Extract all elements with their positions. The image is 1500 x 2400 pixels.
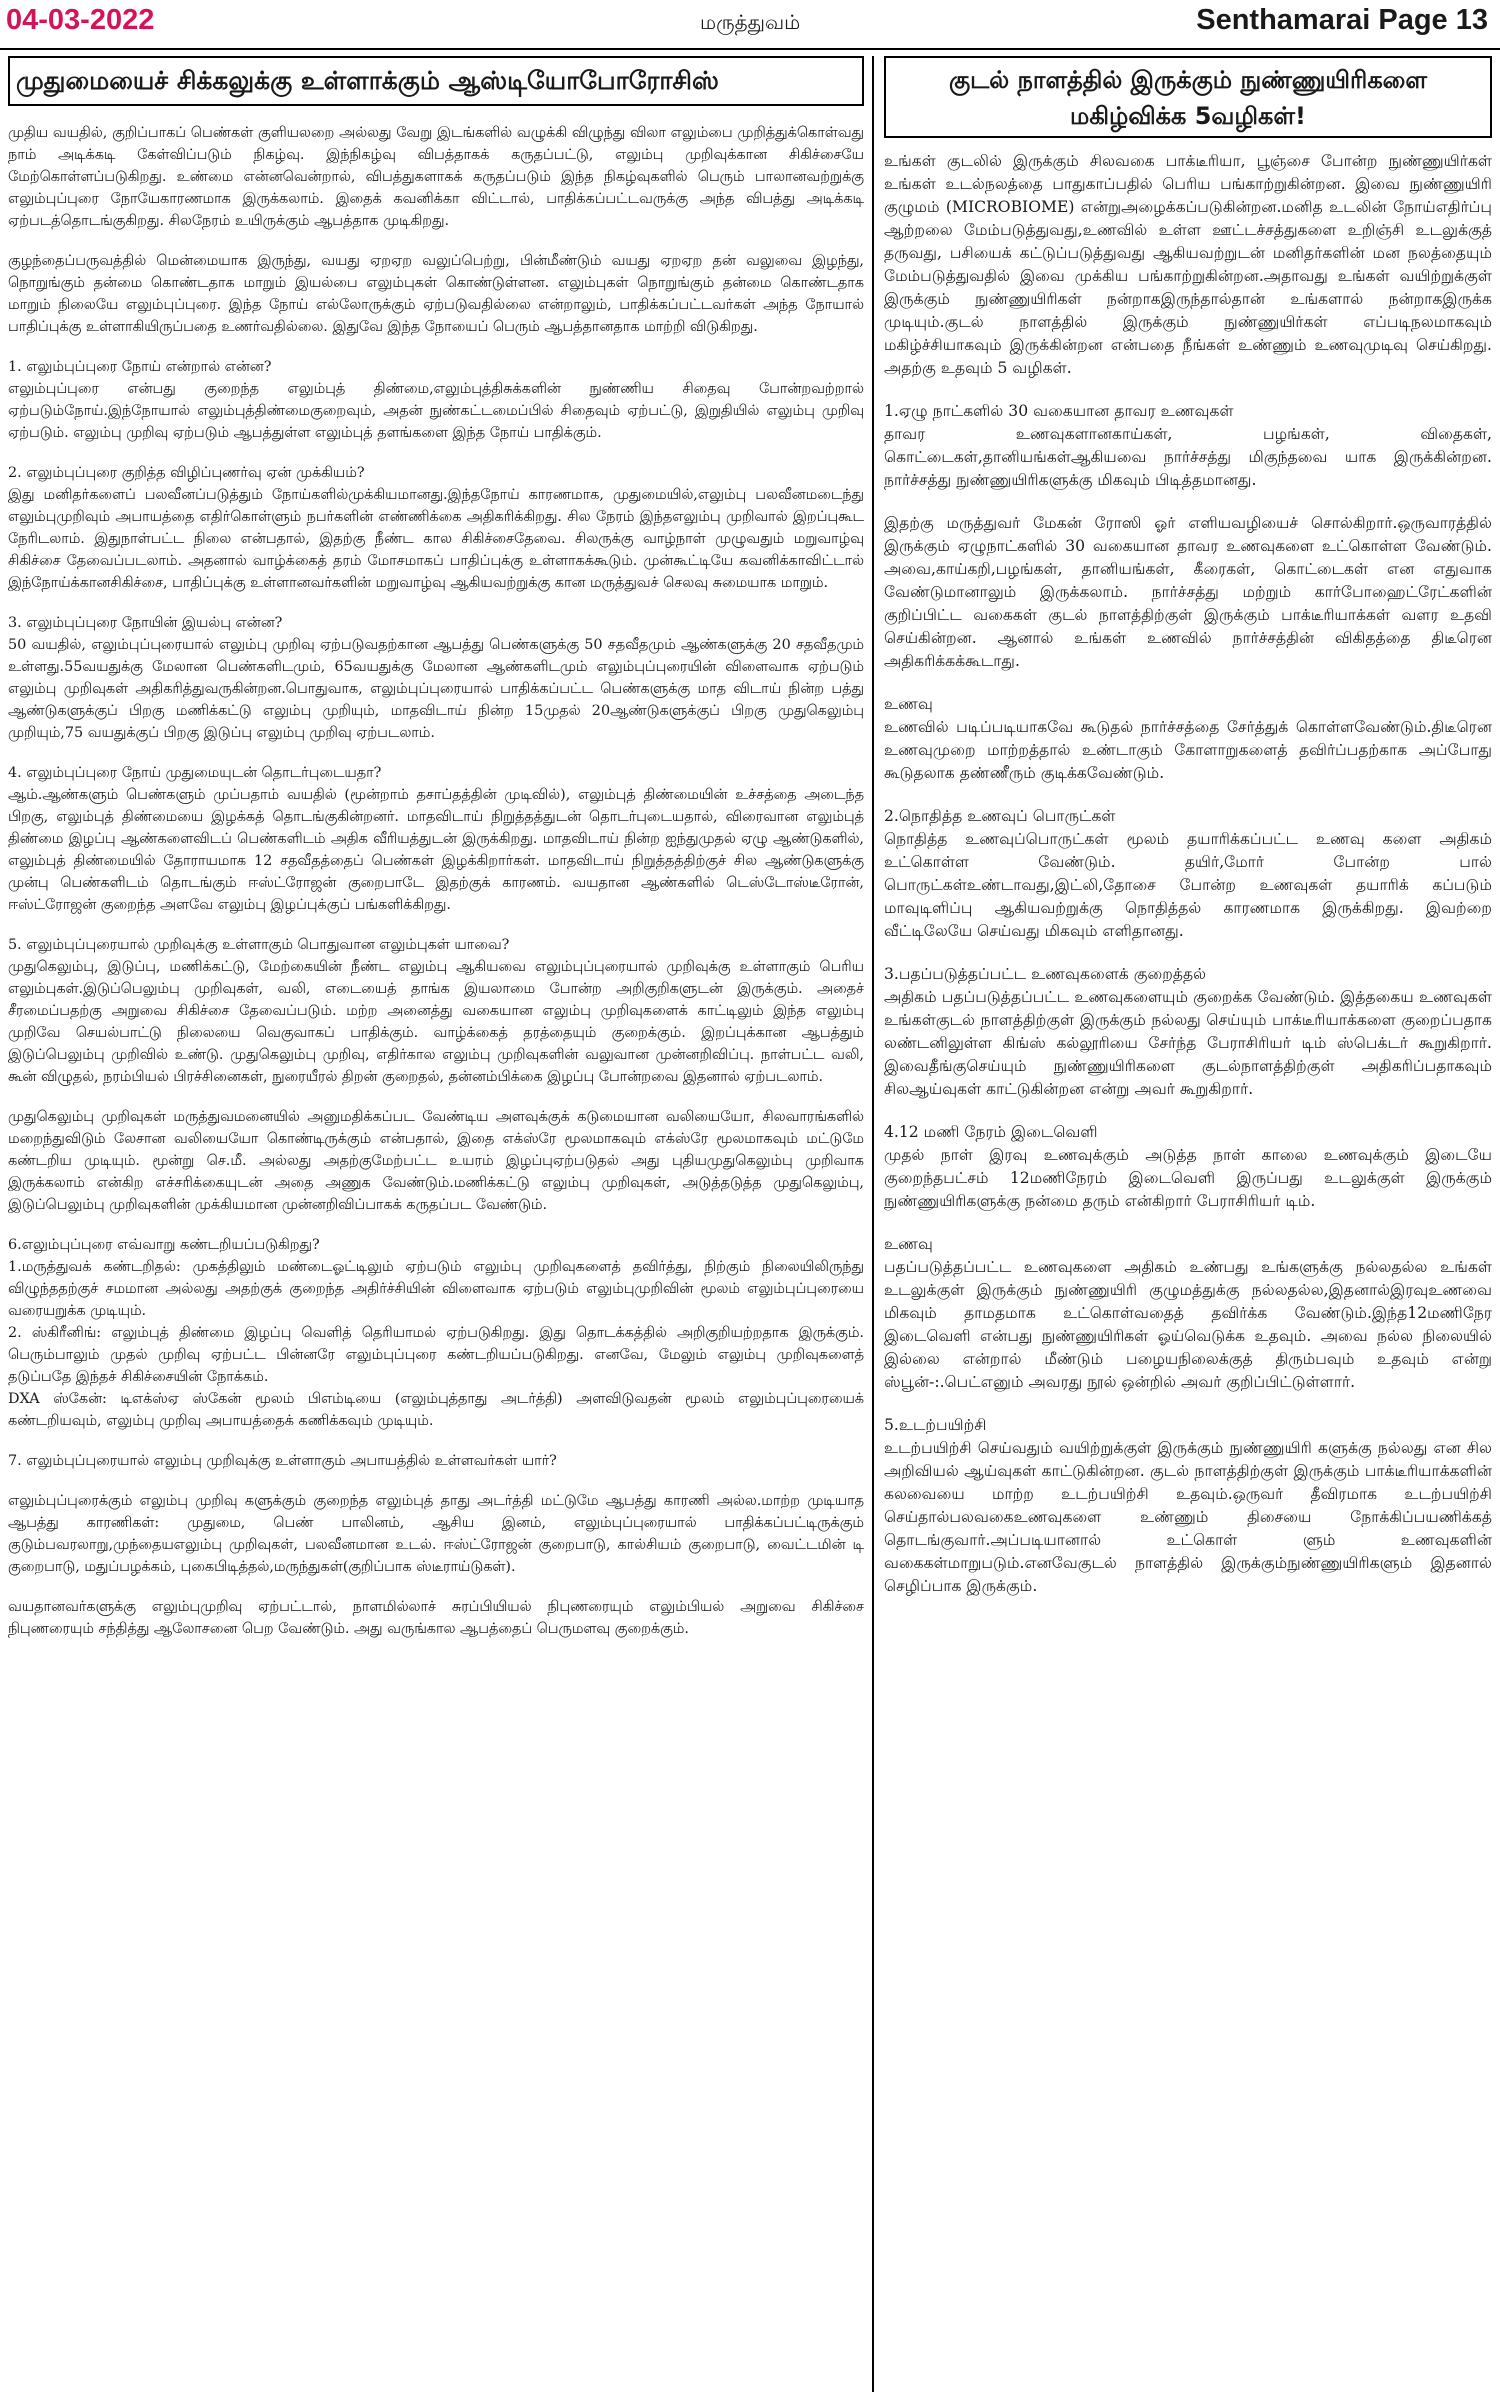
left-article-title: முதுமையைச் சிக்கலுக்கு உள்ளாக்கும் ஆஸ்டியோபோரோசிஸ்	[8, 56, 864, 106]
paragraph: 5. எலும்புப்புரையால் முறிவுக்கு உள்ளாகும் பொதுவான எலும்புகள் யாவை? முதுகெலும்பு, இடுப்பு, மணிக்கட்டு, மேற்கையின் நீண்ட எலும்பு ஆகியவை எலும்புப்புரையால் முறிவுக்கு உள்ளாகும் பெரிய எலும்புகள்.இடுப்பெலும்பு முறிவுகள், வலி, எடையைத் தாங்க இயலாமை போன்ற அறிகுறிகளுடன் இருக்கும். அதைச் சீரமைப்பதற்கு அறுவை சிகிச்சை தேவைப்படும். மற்ற அனைத்து வகையான எலும்பு முறிவுகளைக் காட்டிலும் இந்த எலும்பு முறிவே செயல்பாட்டு நிலையை வெகுவாகப் பாதிக்கும். வாழ்க்கைத் தரத்தையும் குறைக்கும். இறப்புக்கான ஆபத்தும் இடுப்பெலும்பு முறிவில் உண்டு. முதுகெலும்பு முறிவு, எதிர்கால எலும்பு முறிவுகளின் வலுவான முன்னறிவிப்பு. நாள்பட்ட வலி, கூன் விழுதல், நரம்பியல் பிரச்சினைகள், நுரையீரல் திறன் குறைதல், தன்னம்பிக்கை இழப்பு போன்றவை இதனால் ஏற்படலாம்.	[8, 937, 864, 1085]
paragraph: உங்கள் குடலில் இருக்கும் சிலவகை பாக்டீரியா, பூஞ்சை போன்ற நுண்ணுயிர்கள் உங்கள் உடல்நலத்தை பாதுகாப்பதில் பெரிய பங்காற்றுகின்றன. இவை நுண்ணுயிரி குழுமம் (MICROBIOME) என்றுஅழைக்கப்படுகின்றன.மனித உடலின் நோய்எதிர்ப்பு ஆற்றலை மேம்படுத்துவது,உணவில் உள்ள ஊட்டச்சத்துகளை உறிஞ்சி உடலுக்குத் தருவது, பசியைக் கட்டுப்படுத்துவது ஆகியவற்றுடன் மனிதர்களின் மன நலத்தையும் மேம்படுத்துவதில் இவை முக்கிய பங்காற்றுகின்றன.அதாவது உங்கள் வயிற்றுக்குள் இருக்கும் நுண்ணுயிரிகள் நன்றாகஇருந்தால்தான் உங்களால் நன்றாகஇருக்க முடியும்.குடல் நாளத்தில் இருக்கும் நுண்ணுயிர்கள் எப்படிநலமாகவும் மகிழ்ச்சியாகவும் இருக்கின்றன என்பதை நீங்கள் உண்ணும் உணவுமுடிவு செய்கிறது. அதற்கு உதவும் 5 வழிகள்.	[884, 152, 1492, 377]
left-article	[8, 56, 864, 2392]
column-divider	[872, 56, 874, 2392]
right-title-line-2: மகிழ்விக்க 5வழிகள்!	[1070, 102, 1306, 130]
left-article-body	[8, 122, 864, 1640]
paragraph: 3. எலும்புப்புரை நோயின் இயல்பு என்ன? 50 வயதில், எலும்புப்புரையால் எலும்பு முறிவு ஏற்படுவதற்கான ஆபத்து பெண்களுக்கு 50 சதவீதமும் ஆண்களுக்கு 20 சதவீதமும் உள்ளது.55வயதுக்கு மேலான பெண்களிடமும், 65வயதுக்கு மேலான ஆண்களிடமும் எலும்புப்புரையின் விளைவாக ஏற்படும் எலும்பு முறிவுகள் அதிகரித்துவருகின்றன.பொதுவாக, எலும்புப்புரையால் பாதிக்கப்பட்ட பெண்களுக்கு மாத விடாய் நின்ற பத்து ஆண்டுகளுக்குப் பிறகு மணிக்கட்டு எலும்பு முறியும், மாதவிடாய் நின்ற 15முதல் 20ஆண்டுகளுக்குப் பிறகு முதுகெலும்பு முறியும்,75 வயதுக்குப் பிறகு இடுப்பு எலும்பு முறிவு ஏற்படலாம்.	[8, 615, 864, 741]
right-article-body	[884, 150, 1492, 1598]
paragraph: 1. எலும்புப்புரை நோய் என்றால் என்ன? எலும்புப்புரை என்பது குறைந்த எலும்புத் திண்மை,எலும்புத்திசுக்களின் நுண்ணிய சிதைவு போன்றவற்றால் ஏற்படும்நோய்.இந்நோயால் எலும்புத்திண்மைகுறைவும், அதன் நுண்கட்டமைப்பில் சிதைவும் ஏற்பட்டு, இறுதியில் எலும்பு முறிவு ஏற்படும். எலும்பு முறிவு ஏற்படும் ஆபத்துள்ள எலும்புத் தளங்களை இந்த நோய் பாதிக்கும்.	[8, 359, 864, 441]
paragraph: எலும்புப்புரைக்கும் எலும்பு முறிவு களுக்கும் குறைந்த எலும்புத் தாது அடர்த்தி மட்டுமே ஆபத்து காரணி அல்ல.மாற்ற முடியாத ஆபத்து காரணிகள்: முதுமை, பெண் பாலினம், ஆசிய இனம், எலும்புப்புரையால் பாதிக்கப்பட்டிருக்கும் குடும்பவரலாறு,முந்தையஎலும்பு முறிவுகள், பலவீனமான உடல். ஈஸ்ட்ரோஜன் குறைபாடு, கால்சியம் குறைபாடு, வைட்டமின் டி குறைபாடு, மதுப்பழக்கம், புகைபிடித்தல்,மருந்துகள்(குறிப்பாக ஸ்டீராய்டுகள்).	[8, 1493, 864, 1575]
paragraph: 4. எலும்புப்புரை நோய் முதுமையுடன் தொடர்புடையதா? ஆம்.ஆண்களும் பெண்களும் முப்பதாம் வயதில் (மூன்றாம் தசாப்தத்தின் முடிவில்), எலும்புத் திண்மையின் உச்சத்தை அடைந்த பிறகு, எலும்புத் திண்மையை இழக்கத் தொடங்குகின்றனர். மாதவிடாய் நிறுத்தத்துடன் தொடர்புடையதால், விரைவான எலும்புத் திண்மை இழப்பு ஆண்களைவிடப் பெண்களிடம் அதிக வீரியத்துடன் இருக்கிறது. மாதவிடாய் நின்ற ஐந்துமுதல் ஏழு ஆண்டுகளில், எலும்புத் திண்மையில் தோராயமாக 12 சதவீதத்தைப் பெண்கள் இழக்கிறார்கள். மாதவிடாய் நிறுத்தத்திற்குச் சில ஆண்டுகளுக்கு முன்பு பெண்களிடம் தொடங்கும் ஈஸ்ட்ரோஜன் குறைபாடே இதற்குக் காரணம். வயதான ஆண்களில் டெஸ்டோஸ்டீரோன், ஈஸ்ட்ரோஜன் குறைந்த அளவே எலும்பு இழப்புக்குப் பங்களிக்கிறது.	[8, 765, 864, 913]
right-article-title	[884, 56, 1492, 138]
paragraph: 5.உடற்பயிற்சி உடற்பயிற்சி செய்வதும் வயிற்றுக்குள் இருக்கும் நுண்ணுயிரி களுக்கு நல்லது என சில அறிவியல் ஆய்வுகள் காட்டுகின்றன. குடல் நாளத்திற்குள் இருக்கும் பாக்டீரியாக்களின் கலவையை மாற்ற உடற்பயிற்சி உதவும்.ஒருவர் தீவிரமாக உடற்பயிற்சி செய்தால்பலவகைஉணவுகளை உண்ணும் திசையை நோக்கிப்பயணிக்கத் தொடங்குவார்.அப்படியானால் உட்கொள் ளும் உணவுகளின் வகைகள்மாறுபடும்.எனவேகுடல் நாளத்தில் இருக்கும்நுண்ணுயிரிகளும் இதனால் செழிப்பாக இருக்கும்.	[884, 1416, 1492, 1595]
paragraph: முதுகெலும்பு முறிவுகள் மருத்துவமனையில் அனுமதிக்கப்பட வேண்டிய அளவுக்குக் கடுமையான வலியையோ, சிலவாரங்களில் மறைந்துவிடும் லேசான வலியையோ கொண்டிருக்கும் என்பதால், இதை எக்ஸ்ரே மூலமாகவும் எக்ஸ்ரே மூலமாகவும் மட்டுமே கண்டறிய முடியும். மூன்று செ.மீ. அல்லது அதற்குமேற்பட்ட உயரம் இழப்புஏற்படுதல் அது புதியமுதுகெலும்பு முறிவாக இருக்கலாம் என்கிற எச்சரிக்கையுடன் அதை அணுக வேண்டும்.மணிக்கட்டு எலும்பு முறிவுகள், அடுத்தடுத்த முதுகெலும்பு, இடுப்பெலும்பு முறிவுகளின் முக்கியமான முன்னறிவிப்பாகக் கருதப்பட வேண்டும்.	[8, 1109, 864, 1213]
paragraph: வயதானவர்களுக்கு எலும்புமுறிவு ஏற்பட்டால், நாளமில்லாச் சுரப்பியியல் நிபுணரையும் எலும்பியல் அறுவை சிகிச்சை நிபுணரையும் சந்தித்து ஆலோசனை பெற வேண்டும். அது வருங்கால ஆபத்தைப் பெருமளவு குறைக்கும்.	[8, 1599, 864, 1637]
paragraph: 6.எலும்புப்புரை எவ்வாறு கண்டறியப்படுகிறது? 1.மருத்துவக் கண்டறிதல்: முகத்திலும் மண்டைஓட்டிலும் ஏற்படும் எலும்பு முறிவுகளைத் தவிர்த்து, நிற்கும் நிலையிலிருந்து விழுந்ததற்குச் சமமான அல்லது அதற்குக் குறைந்த அதிர்ச்சியின் விளைவாக ஏற்படும் எலும்புமுறிவின் மூலம் எலும்புப்புரையை வரையறுக்க முடியும். 2. ஸ்கிரீனிங்: எலும்புத் திண்மை இழப்பு வெளித் தெரியாமல் ஏற்படுகிறது. இது தொடக்கத்தில் அறிகுறியற்றதாக இருக்கும். பெரும்பாலும் முதல் முறிவு ஏற்பட்ட பின்னரே எலும்புப்புரை கண்டறியப்படுகிறது. எனவே, மேலும் எலும்பு முறிவுகளைத் தடுப்பதே இந்தச் சிகிச்சையின் நோக்கம். DXA ஸ்கேன்: டிஎக்ஸ்ஏ ஸ்கேன் மூலம் பிஎம்டியை (எலும்புத்தாது அடர்த்தி) அளவிடுவதன் மூலம் எலும்புப்புரையைக் கண்டறியவும், எலும்பு முறிவு அபாயத்தைக் கணிக்கவும் முடியும்.	[8, 1237, 864, 1429]
issue-date: 04-03-2022	[6, 4, 155, 36]
paragraph: குழந்தைப்பருவத்தில் மென்மையாக இருந்து, வயது ஏறஏற வலுப்பெற்று, பின்மீண்டும் வயது ஏறஏற தன் வலுவை இழந்து, நொறுங்கும் தன்மை கொண்டதாக மாறும் இயல்பை எலும்புகள் கொண்டுள்ளன. எலும்புகள் நொறுங்கும் தன்மை கொண்டதாக மாறும் நிலையே எலும்புப்புரை. இந்த நோய் எல்லோருக்கும் ஏற்படுவதில்லை என்றாலும், பாதிக்கப்பட்டவர்கள் அந்த நோயால் பாதிப்புக்கு உள்ளாகியிருப்பதை உணர்வதில்லை. இதுவே இந்த நோயைப் பெரும் ஆபத்தானதாக மாற்றி விடுகிறது.	[8, 253, 864, 335]
right-article	[884, 56, 1492, 2392]
header-rule	[0, 48, 1500, 50]
section-name: மருத்துவம்	[700, 10, 801, 34]
paper-name-page: Senthamarai Page 13	[1196, 4, 1488, 36]
paragraph: 3.பதப்படுத்தப்பட்ட உணவுகளைக் குறைத்தல் அதிகம் பதப்படுத்தப்பட்ட உணவுகளையும் குறைக்க வேண்டும். இத்தகைய உணவுகள் உங்கள்குடல் நாளத்திற்குள் இருக்கும் நல்லது செய்யும் பாக்டீரியாக்களை குறைப்பதாக லண்டனிலுள்ள கிங்ஸ் கல்லூரியை சேர்ந்த பேராசிரியர் டிம் ஸ்பெக்டர் கூறுகிறார். இவைதீங்குசெய்யும் நுண்ணுயிரிகளை குடல்நாளத்திற்குள் அதிகரிப்பதாகவும் சிலஆய்வுகள் காட்டுகின்றன என்று அவர் கூறுகிறார்.	[884, 965, 1492, 1098]
paragraph: 4.12 மணி நேரம் இடைவெளி முதல் நாள் இரவு உணவுக்கும் அடுத்த நாள் காலை உணவுக்கும் இடையே குறைந்தபட்சம் 12மணிநேரம் இடைவெளி இருப்பது உடலுக்குள் இருக்கும் நுண்ணுயிரிகளுக்கு நன்மை தரும் என்கிறார் பேராசிரியர் டிம்.	[884, 1123, 1492, 1210]
paragraph: உணவு உணவில் படிப்படியாகவே கூடுதல் நார்ச்சத்தை சேர்த்துக் கொள்ளவேண்டும்.திடீரென உணவுமுறை மாற்றத்தால் உண்டாகும் கோளாறுகளைத் தவிர்ப்பதற்காக அப்போது கூடுதலாக தண்ணீரும் குடிக்கவேண்டும்.	[884, 695, 1492, 782]
paragraph: உணவு பதப்படுத்தப்பட்ட உணவுகளை அதிகம் உண்பது உங்களுக்கு நல்லதல்ல உங்கள் உடலுக்குள் இருக்கும் நுண்ணுயிரி குழுமத்துக்கு நல்லதல்ல,இதனால்இரவுஉணவை மிகவும் தாமதமாக உட்கொள்வதைத் தவிர்க்க வேண்டும்.இந்த12மணிநேர இடைவெளி என்பது நுண்ணுயிரிகள் ஓய்வெடுக்க உதவும். அவை நல்ல நிலையில் இல்லை என்றால் மீண்டும் பழையநிலைக்குத் திரும்பவும் உதவும் என்று ஸ்பூன்-:.பெட்எனும் அவரது நூல் ஒன்றில் அவர் குறிப்பிட்டுள்ளார்.	[884, 1235, 1492, 1391]
paragraph: 2. எலும்புப்புரை குறித்த விழிப்புணர்வு ஏன் முக்கியம்? இது மனிதர்களைப் பலவீனப்படுத்தும் நோய்களில்முக்கியமானது.இந்தநோய் காரணமாக, முதுமையில்,எலும்பு பலவீனமடைந்து எலும்புமுறிவும் அபாயத்தை எதிர்கொள்ளும் நபர்களின் எண்ணிக்கை அதிகரிக்கிறது. சில நேரம் இந்தஎலும்பு முறிவால் இறப்புகூட நேரிடலாம். இதுநாள்பட்ட நிலை என்பதால், இதற்கு நீண்ட கால சிகிச்சைதேவை. சிலருக்கு வாழ்நாள் முழுவதும் மறுவாழ்வு சிகிச்சை தேவைப்படலாம். அதனால் வாழ்க்கைத் தரம் மோசமாகப் பாதிப்புக்கு உள்ளாகக்கூடும். முன்கூட்டியே கவனிக்காவிட்டால் இந்நோய்க்கானசிகிச்சை, பாதிப்புக்கு உள்ளானவர்களின் மறுவாழ்வு ஆகியவற்றுக்கு கான மருத்துவச் செலவு சுமையாக மாறும்.	[8, 465, 864, 591]
paragraph: 1.ஏழு நாட்களில் 30 வகையான தாவர உணவுகள் தாவர உணவுகளானகாய்கள், பழங்கள், விதைகள், கொட்டைகள்,தானியங்கள்ஆகியவை நார்ச்சத்து மிகுந்தவை யாக இருக்கின்றன. நார்ச்சத்து நுண்ணுயிரிகளுக்கு மிகவும் பிடித்தமானது.	[884, 402, 1492, 489]
paragraph: 2.நொதித்த உணவுப் பொருட்கள் நொதித்த உணவுப்பொருட்கள் மூலம் தயாரிக்கப்பட்ட உணவு களை அதிகம் உட்கொள்ள வேண்டும். தயிர்,மோர் போன்ற பால் பொருட்கள்உண்டாவது,இட்லி,தோசை போன்ற உணவுகள் தயாரிக் கப்படும் மாவுடிளிப்பு ஆகியவற்றுக்கு நொதித்தல் காரணமாக இருக்கிறது. இவற்றை வீட்டிலேயே செய்வது மிகவும் எளிதானது.	[884, 807, 1492, 940]
paragraph: இதற்கு மருத்துவர் மேகன் ரோஸி ஓர் எளியவழியைச் சொல்கிறார்.ஒருவாரத்தில் இருக்கும் ஏழுநாட்களில் 30 வகையான தாவர உணவுகளை உட்கொள்ள வேண்டும். அவை,காய்கறி,பழங்கள், தானியங்கள், கீரைகள், கொட்டைகள் என எதுவாக வேண்டுமானாலும் இருக்கலாம். நார்ச்சத்து மற்றும் கார்போஹைட்ரேட்களின் குறிப்பிட்ட வகைகள் குடல் நாளத்திற்குள் இருக்கும் பாக்டீரியாக்கள் வளர உதவி செய்கின்றன. ஆனால் உங்கள் உணவில் நார்ச்சத்தின் விகிதத்தை திடீரென அதிகரிக்கக்கூடாது.	[884, 514, 1492, 670]
paragraph: முதிய வயதில், குறிப்பாகப் பெண்கள் குளியலறை அல்லது வேறு இடங்களில் வழுக்கி விழுந்து விலா எலும்பை முறித்துக்கொள்வது நாம் அடிக்கடி கேள்விப்படும் நிகழ்வு. இந்நிகழ்வு விபத்தாகக் கருதப்பட்டு, எலும்பு முறிவுக்கான சிகிச்சையே மேற்கொள்ளப்படுகிறது. உண்மை என்னவென்றால், விபத்துகளாகக் கருதப்படும் இந்த நிகழ்வுகளில் பெரும் பாலானவற்றுக்கு எலும்புப்புரை நோயேகாரணமாக இருக்கலாம். இதைக் கவனிக்கா விட்டால், பாதிக்கப்பட்டவருக்கு அந்த விபத்து அடிக்கடி ஏற்படத்தொடங்குகிறது. சிலநேரம் உயிருக்கும் ஆபத்தாக முடிகிறது.	[8, 125, 864, 229]
paragraph: 7. எலும்புப்புரையால் எலும்பு முறிவுக்கு உள்ளாகும் அபாயத்தில் உள்ளவர்கள் யார்?	[8, 1453, 557, 1469]
right-title-line-1: குடல் நாளத்தில் இருக்கும் நுண்ணுயிரிகளை	[948, 66, 1428, 94]
page-header	[0, 0, 1500, 50]
